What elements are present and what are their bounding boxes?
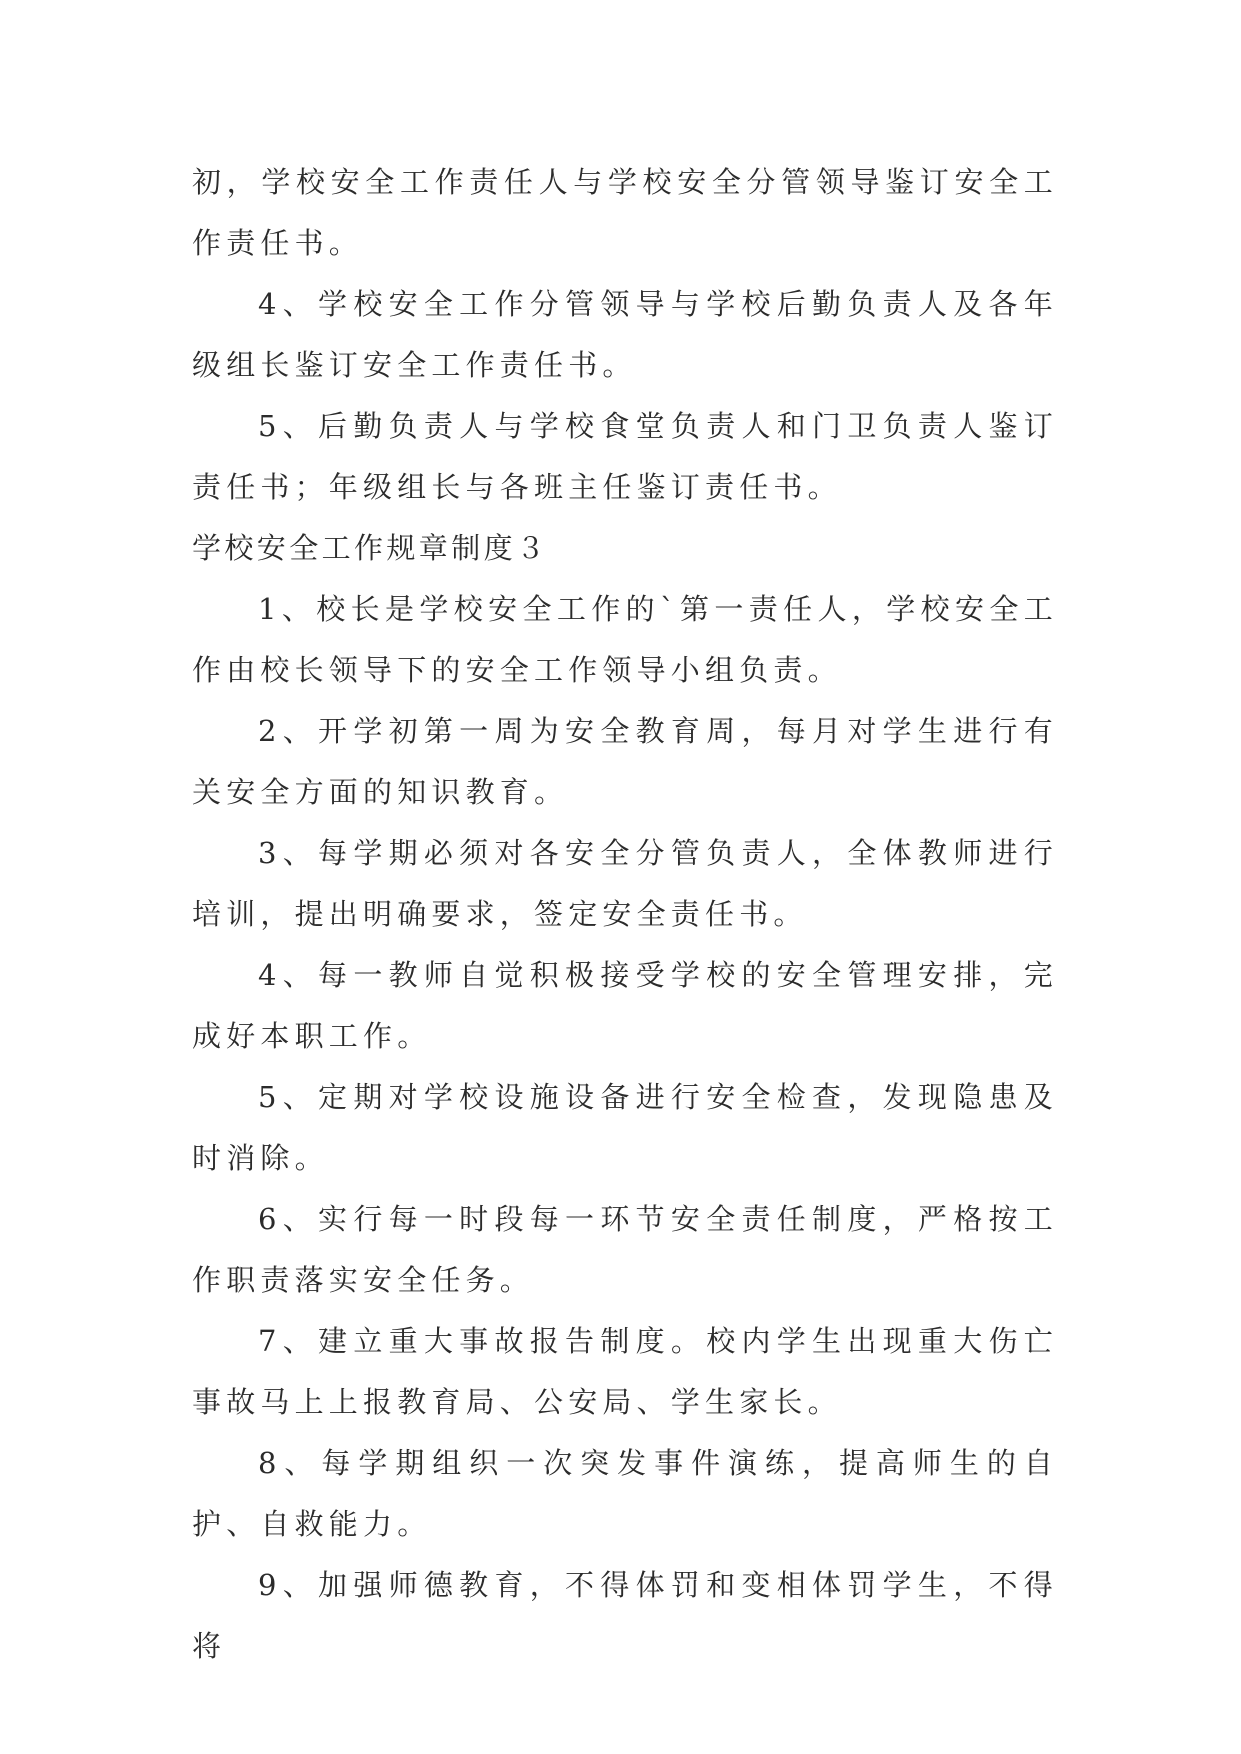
paragraph-rule-3: 3、每学期必须对各安全分管负责人，全体教师进行培训，提出明确要求，签定安全责任书。 [192,836,1058,931]
paragraph-rule-4: 4、每一教师自觉积极接受学校的安全管理安排，完成好本职工作。 [192,958,1058,1053]
section-heading: 学校安全工作规章制度３ [192,531,549,565]
paragraph-rule-6: 6、实行每一时段每一环节安全责任制度，严格按工作职责落实安全任务。 [192,1202,1058,1297]
paragraph-item-5: 5、后勤负责人与学校食堂负责人和门卫负责人鉴订责任书；年级组长与各班主任鉴订责任书。 [192,409,1058,504]
paragraph-rule-5: 5、定期对学校设施设备进行安全检查，发现隐患及时消除。 [192,1080,1058,1175]
paragraph-continuation: 初，学校安全工作责任人与学校安全分管领导鉴订安全工作责任书。 [192,165,1058,260]
paragraph-item-4: 4、学校安全工作分管领导与学校后勤负责人及各年级组长鉴订安全工作责任书。 [192,287,1058,382]
paragraph-rule-8: 8、每学期组织一次突发事件演练，提高师生的自护、自救能力。 [192,1446,1058,1541]
document-body [192,152,1058,1677]
paragraph-rule-7: 7、建立重大事故报告制度。校内学生出现重大伤亡事故马上上报教育局、公安局、学生家长。 [192,1324,1058,1419]
paragraph-rule-2: 2、开学初第一周为安全教育周，每月对学生进行有关安全方面的知识教育。 [192,714,1058,809]
paragraph-rule-9: 9、加强师德教育，不得体罚和变相体罚学生，不得将 [192,1568,1058,1663]
paragraph-rule-1: 1、校长是学校安全工作的`第一责任人，学校安全工作由校长领导下的安全工作领导小组负责。 [192,592,1058,687]
